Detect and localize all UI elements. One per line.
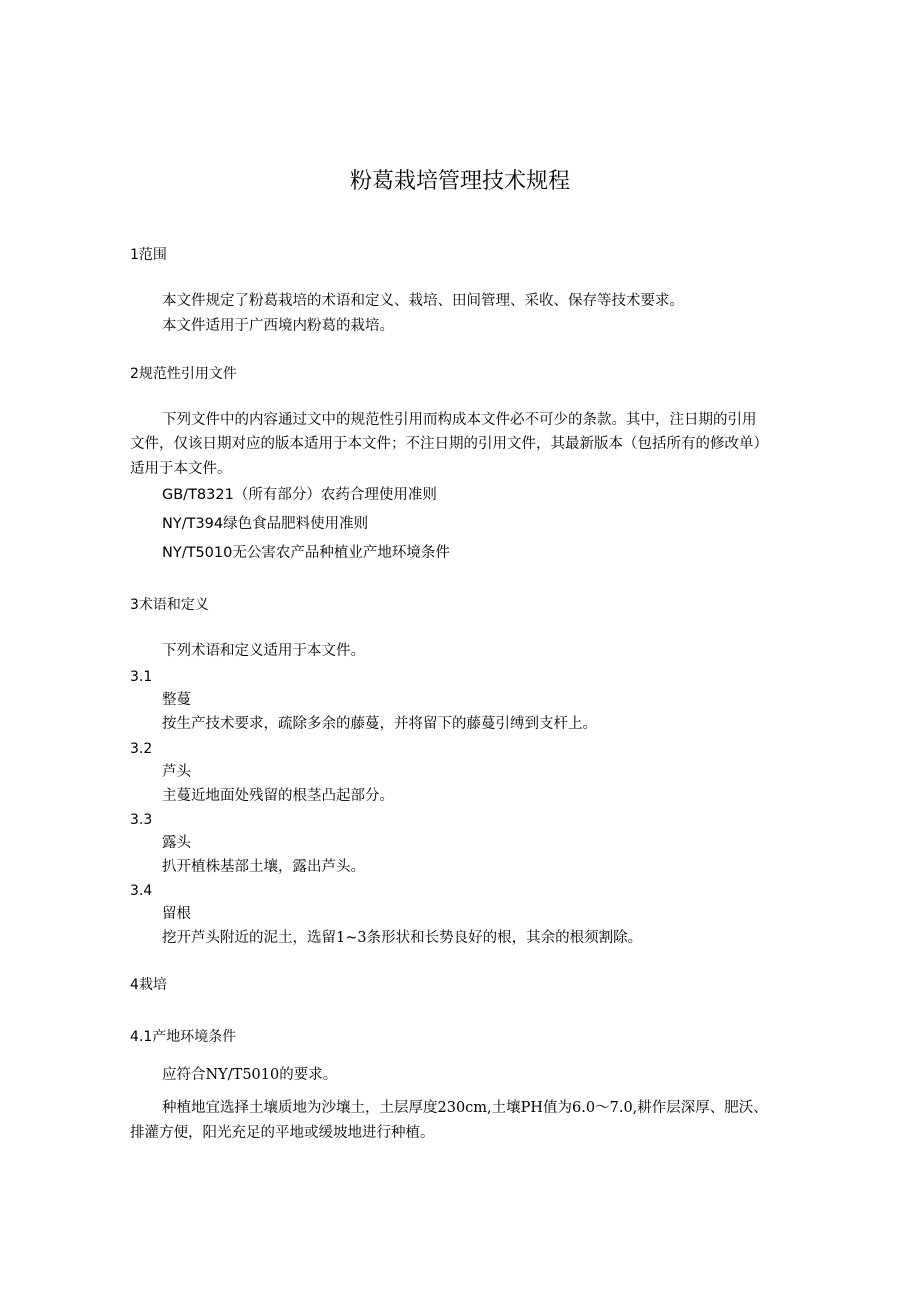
- term-number: 3.3: [130, 812, 153, 828]
- term-definition: 按生产技术要求，疏除多余的藤蔓，并将留下的藤蔓引缚到支杆上。: [162, 716, 597, 732]
- subsection-4-1-paragraph-1: 应符合NY/T5010的要求。: [162, 1067, 338, 1083]
- term-name: 芦头: [162, 764, 191, 780]
- section-3-intro: 下列术语和定义适用于本文件。: [162, 643, 365, 659]
- term-number: 3.1: [130, 669, 153, 685]
- reference-item: [162, 542, 450, 564]
- section-1-paragraph-2: 本文件适用于广西境内粉葛的栽培。: [162, 318, 394, 334]
- section-2-paragraph-line-2: 文件，仅该日期对应的版本适用于本文件；不注日期的引用文件，其最新版本（包括所有的修改单）: [130, 436, 768, 452]
- reference-item: [162, 513, 368, 535]
- reference-title: （所有部分）农药合理使用准则: [233, 487, 437, 503]
- section-3-heading: 3术语和定义: [130, 597, 209, 613]
- document-title: 粉葛栽培管理技术规程: [349, 169, 570, 194]
- reference-title: 无公害农产品种植业产地环境条件: [232, 545, 450, 561]
- term-definition: 扒开植株基部土壤，露出芦头。: [162, 859, 365, 875]
- term-name: 露头: [162, 835, 191, 851]
- term-definition: 主蔓近地面处残留的根茎凸起部分。: [162, 788, 394, 804]
- section-2-heading: 2规范性引用文件: [130, 366, 237, 382]
- section-4-heading: 4栽培: [130, 977, 167, 993]
- subsection-4-1-heading: 4.1产地环境条件: [130, 1029, 237, 1045]
- reference-item: [162, 484, 437, 506]
- section-2-paragraph-line-3: 适用于本文件。: [130, 461, 232, 477]
- reference-code: GB/T8321: [162, 487, 234, 503]
- term-number: 3.4: [130, 883, 153, 899]
- term-name: 留根: [162, 906, 191, 922]
- section-1-heading: 1范围: [130, 247, 167, 263]
- subsection-4-1-paragraph-2-line-2: 排灌方便，阳光充足的平地或缓坡地进行种植。: [130, 1125, 435, 1141]
- term-definition: 挖开芦头附近的泥土，选留1~3条形状和长势良好的根，其余的根须割除。: [162, 930, 643, 946]
- reference-code: NY/T5010: [162, 545, 233, 561]
- term-name: 整蔓: [162, 692, 191, 708]
- reference-title: 绿色食品肥料使用准则: [223, 516, 369, 532]
- subsection-4-1-paragraph-2-line-1: 种植地宜选择土壤质地为沙壤土，土层厚度230cm,土壤PH值为6.0～7.0,耕作层深厚、肥沃、: [162, 1100, 768, 1116]
- section-1-paragraph-1: 本文件规定了粉葛栽培的术语和定义、栽培、田间管理、采收、保存等技术要求。: [162, 293, 684, 309]
- reference-code: NY/T394: [162, 516, 224, 532]
- term-number: 3.2: [130, 741, 153, 757]
- section-2-paragraph-line-1: 下列文件中的内容通过文中的规范性引用而构成本文件必不可少的条款。其中，注日期的引用: [162, 412, 757, 428]
